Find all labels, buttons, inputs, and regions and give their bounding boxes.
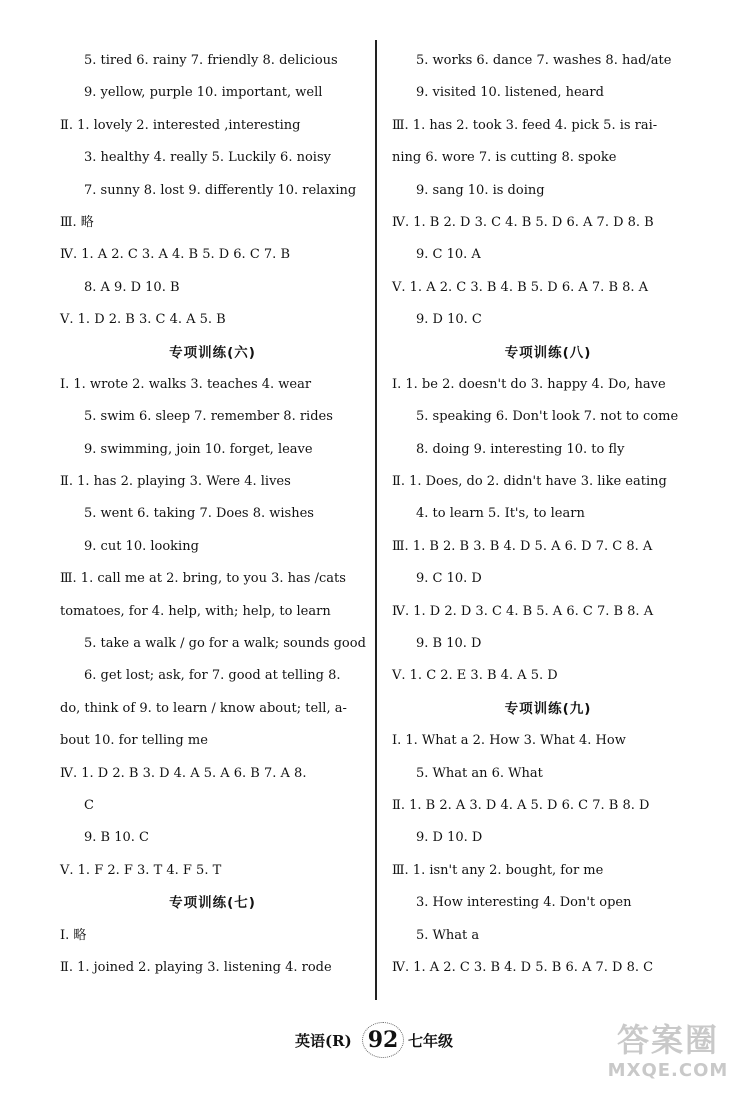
- answer-line: 5. What a: [416, 927, 480, 943]
- answer-line: Ⅳ. 1. D 2. B 3. D 4. A 5. A 6. B 7. A 8.: [60, 765, 307, 781]
- answer-line: 9. swimming, join 10. forget, leave: [84, 441, 313, 457]
- answer-line: Ⅴ. 1. F 2. F 3. T 4. F 5. T: [60, 862, 222, 878]
- answer-line: Ⅰ. 略: [60, 927, 87, 943]
- answer-line: Ⅰ. 1. be 2. doesn't do 3. happy 4. Do, have: [392, 376, 666, 392]
- answer-line: 5. speaking 6. Don't look 7. not to come: [416, 409, 679, 425]
- answer-line: tomatoes, for 4. help, with; help, to learn: [60, 603, 331, 619]
- answer-line: Ⅴ. 1. A 2. C 3. B 4. B 5. D 6. A 7. B 8. A: [392, 279, 649, 295]
- answer-line: 8. doing 9. interesting 10. to fly: [416, 441, 625, 457]
- footer-grade: 七年级: [408, 1032, 454, 1050]
- answer-line: 9. C 10. A: [416, 247, 481, 263]
- answer-line: 9. C 10. D: [416, 571, 482, 587]
- answer-line: 9. cut 10. looking: [84, 538, 199, 554]
- answer-line: 6. get lost; ask, for 7. good at telling 8.: [84, 668, 341, 684]
- answer-line: 3. How interesting 4. Don't open: [416, 895, 632, 911]
- section-heading: 专项训练(八): [504, 344, 592, 361]
- site-watermark: [598, 1020, 738, 1090]
- answer-line: 9. B 10. C: [84, 830, 149, 846]
- answer-line: 9. yellow, purple 10. important, well: [84, 85, 323, 101]
- watermark-url: MXQE.COM: [607, 1060, 729, 1081]
- answer-line: 3. healthy 4. really 5. Luckily 6. noisy: [84, 150, 331, 166]
- answer-line: 8. A 9. D 10. B: [84, 279, 180, 295]
- answer-line: Ⅴ. 1. D 2. B 3. C 4. A 5. B: [60, 312, 226, 328]
- answer-line: C: [84, 797, 94, 813]
- answer-line: Ⅱ. 1. B 2. A 3. D 4. A 5. D 6. C 7. B 8. D: [392, 797, 650, 813]
- answer-line: 9. sang 10. is doing: [416, 182, 545, 198]
- answer-line: Ⅰ. 1. What a 2. How 3. What 4. How: [392, 733, 626, 749]
- section-heading: 专项训练(九): [504, 700, 592, 717]
- answer-line: do, think of 9. to learn / know about; tell, a-: [60, 700, 347, 716]
- answer-line: 5. take a walk / go for a walk; sounds good: [84, 636, 366, 652]
- answer-line: 4. to learn 5. It's, to learn: [416, 506, 585, 522]
- answer-line: Ⅲ. 略: [60, 214, 94, 230]
- answer-line: 9. D 10. C: [416, 312, 482, 328]
- answer-line: 5. went 6. taking 7. Does 8. wishes: [84, 506, 314, 522]
- answer-line: Ⅳ. 1. A 2. C 3. A 4. B 5. D 6. C 7. B: [60, 247, 290, 263]
- answer-line: Ⅳ. 1. A 2. C 3. B 4. D 5. B 6. A 7. D 8. C: [392, 959, 654, 975]
- answer-line: 5. swim 6. sleep 7. remember 8. rides: [84, 409, 333, 425]
- page-number: 92: [362, 1022, 404, 1058]
- answer-line: 5. tired 6. rainy 7. friendly 8. delicious: [84, 53, 338, 68]
- answer-line: ning 6. wore 7. is cutting 8. spoke: [392, 150, 617, 166]
- answer-line: Ⅲ. 1. call me at 2. bring, to you 3. has /cats: [60, 571, 346, 587]
- left-column: [60, 45, 365, 984]
- answer-line: Ⅴ. 1. C 2. E 3. B 4. A 5. D: [392, 668, 558, 684]
- watermark-logo-text: 答案圈: [616, 1021, 719, 1059]
- answer-line: Ⅲ. 1. isn't any 2. bought, for me: [392, 862, 604, 878]
- footer-subject: 英语(R): [295, 1032, 352, 1050]
- answer-line: 9. D 10. D: [416, 830, 483, 846]
- section-heading: 专项训练(六): [169, 344, 256, 361]
- answer-line: 9. B 10. D: [416, 636, 482, 652]
- answer-line: Ⅱ. 1. joined 2. playing 3. listening 4. rode: [60, 959, 332, 975]
- answer-line: Ⅲ. 1. has 2. took 3. feed 4. pick 5. is rai-: [392, 117, 658, 133]
- column-divider: [375, 40, 377, 1000]
- right-column: [392, 45, 704, 984]
- answer-line: Ⅱ. 1. Does, do 2. didn't have 3. like eating: [392, 474, 667, 490]
- answer-line: Ⅳ. 1. D 2. D 3. C 4. B 5. A 6. C 7. B 8. A: [392, 603, 654, 619]
- section-heading: 专项训练(七): [169, 895, 256, 912]
- answer-line: Ⅱ. 1. has 2. playing 3. Were 4. lives: [60, 474, 291, 490]
- answer-line: Ⅰ. 1. wrote 2. walks 3. teaches 4. wear: [60, 376, 312, 392]
- answer-line: 7. sunny 8. lost 9. differently 10. relaxing: [84, 182, 357, 198]
- answer-line: 9. visited 10. listened, heard: [416, 85, 604, 101]
- answer-line: Ⅲ. 1. B 2. B 3. B 4. D 5. A 6. D 7. C 8. A: [392, 538, 653, 554]
- answer-line: Ⅳ. 1. B 2. D 3. C 4. B 5. D 6. A 7. D 8. B: [392, 214, 654, 230]
- answer-line: 5. works 6. dance 7. washes 8. had/ate: [416, 53, 672, 68]
- answer-line: bout 10. for telling me: [60, 733, 208, 749]
- answer-line: Ⅱ. 1. lovely 2. interested ,interesting: [60, 117, 301, 133]
- answer-line: 5. What an 6. What: [416, 765, 543, 781]
